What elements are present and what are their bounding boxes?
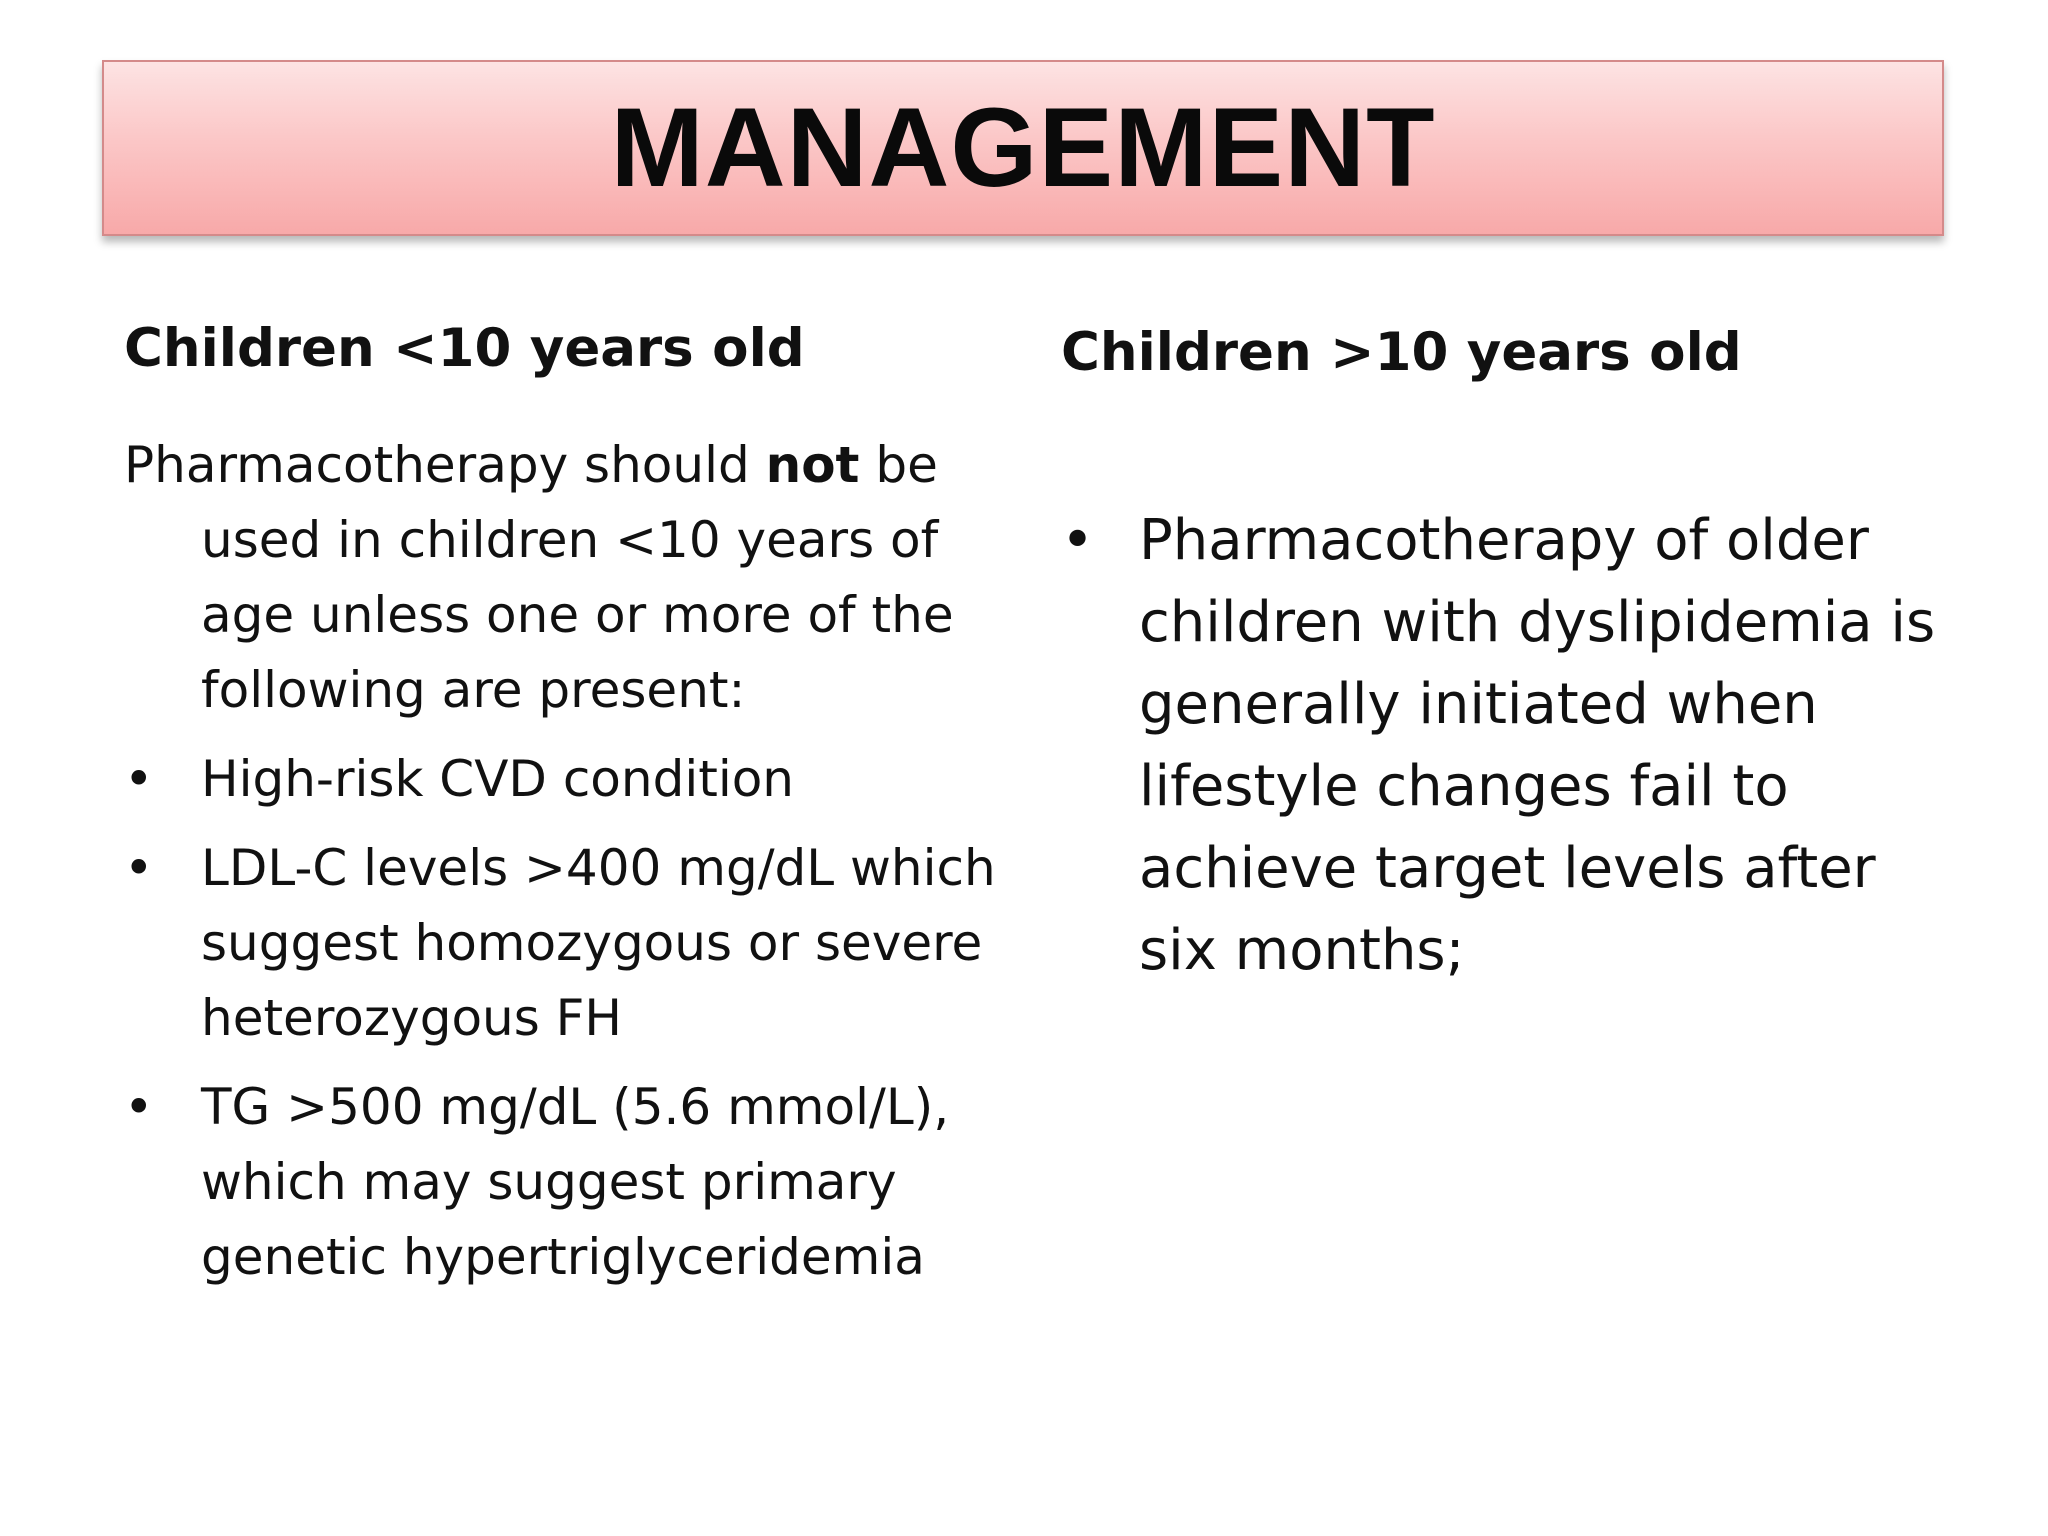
bullet-icon: • [124, 750, 154, 808]
right-column-heading: Children >10 years old [1061, 322, 1742, 383]
left-bullet-item [124, 742, 1004, 817]
left-bullet-item [124, 1070, 1004, 1295]
slide-title: MANAGEMENT [610, 85, 1436, 210]
bullet-icon: • [124, 839, 154, 897]
right-bullet-text: Pharmacotherapy of older children with dyslipidemia is generally initiated when lifestyle changes fail to achieve target levels after six months; [1139, 508, 1936, 983]
left-bullet-item [124, 831, 1004, 1056]
left-intro-paragraph [124, 428, 1004, 728]
right-bullet-item [1061, 500, 1941, 992]
left-bullet-list [124, 742, 1004, 1295]
left-bullet-text: LDL-C levels >400 mg/dL which suggest homozygous or severe heterozygous FH [201, 839, 996, 1047]
title-bar [102, 60, 1944, 236]
right-bullet-list [1061, 500, 1941, 992]
bullet-icon: • [1061, 508, 1095, 573]
left-bullet-text: TG >500 mg/dL (5.6 mmol/L), which may suggest primary genetic hypertriglyceridemia [201, 1078, 950, 1286]
intro-bold-word: not [765, 436, 860, 494]
bullet-icon: • [124, 1078, 154, 1136]
left-column-heading: Children <10 years old [124, 318, 805, 379]
left-column-body [124, 428, 1004, 1309]
left-bullet-text: High-risk CVD condition [201, 750, 794, 808]
right-column-body [1061, 500, 1941, 1006]
intro-text-end: be used in children <10 years of age unless one or more of the following are present: [201, 436, 954, 719]
intro-text-start: Pharmacotherapy should [124, 436, 766, 494]
